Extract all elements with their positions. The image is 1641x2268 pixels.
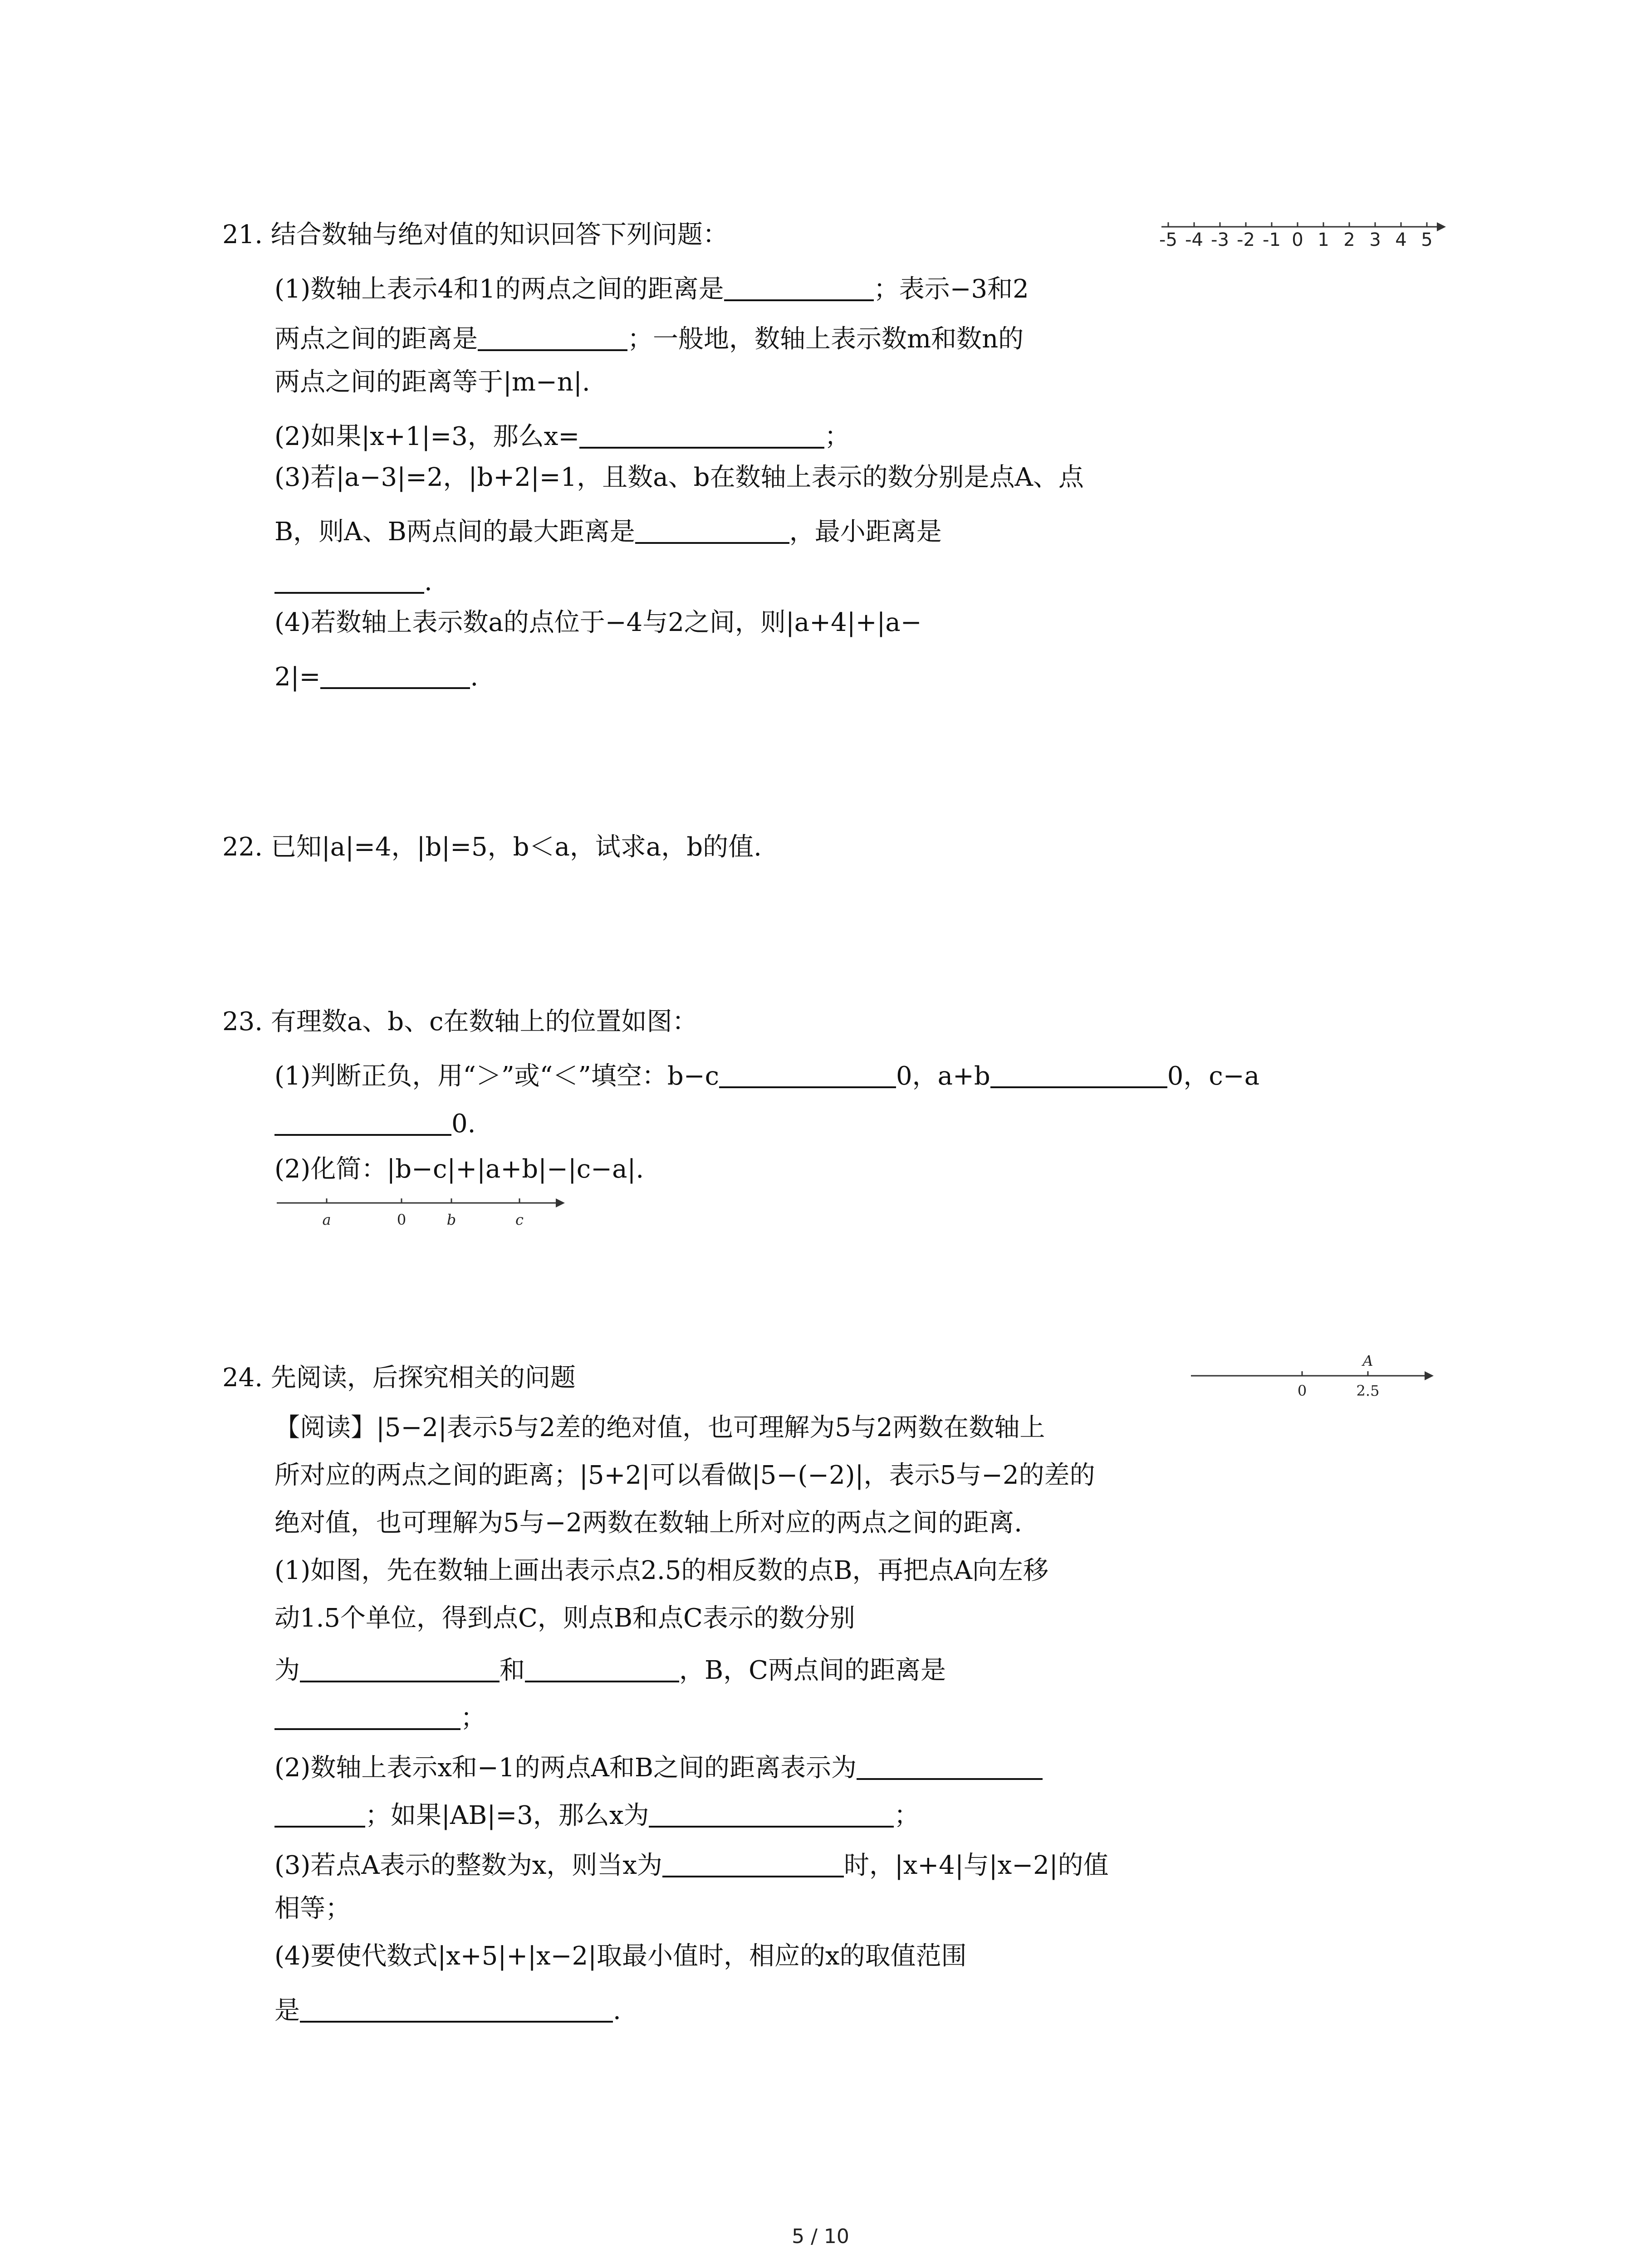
q24-p2a: (2)数轴上表示x和−1的两点A和B之间的距离表示为 xyxy=(274,1753,857,1783)
q24-p1b: 动1.5个单位，得到点C，则点B和点C表示的数分别 xyxy=(274,1603,855,1633)
q21-p4b: 2|= xyxy=(274,662,321,692)
q21-p4a: (4)若数轴上表示数a的点位于−4与2之间，则|a+4|+|a− xyxy=(274,608,922,637)
answer-blank-q24-2-x[interactable] xyxy=(649,1799,894,1828)
tick-label: 4 xyxy=(1395,230,1407,249)
tick-label: 5 xyxy=(1421,230,1433,249)
tick-label: -5 xyxy=(1159,230,1177,249)
q22-title: 22. 已知|a|=4，|b|=5，b＜a，试求a，b的值. xyxy=(222,832,762,862)
answer-blank-q23-2[interactable] xyxy=(990,1059,1167,1088)
answer-blank-q23-1[interactable] xyxy=(719,1059,896,1088)
tick-label: -1 xyxy=(1263,230,1281,249)
q21-p2a: (2)如果|x+1|=3，那么x= xyxy=(274,422,580,451)
q24-p3c: 相等； xyxy=(274,1894,351,1923)
label-a: a xyxy=(322,1211,331,1228)
q21-p4c: . xyxy=(470,662,479,692)
q24-read-3: 绝对值，也可理解为5与−2两数在数轴上所对应的两点之间的距离. xyxy=(274,1508,1022,1538)
q24-p4b: 是 xyxy=(274,1996,300,2025)
q24-p4c: . xyxy=(613,1996,621,2025)
q21-title: 21. 结合数轴与绝对值的知识回答下列问题： xyxy=(222,220,728,249)
answer-blank-q24-1-dist[interactable] xyxy=(274,1701,460,1730)
tick-label: -3 xyxy=(1211,230,1229,249)
q23-title: 23. 有理数a、b、c在数轴上的位置如图： xyxy=(222,1007,698,1036)
q24-p3a: (3)若点A表示的整数为x，则当x为 xyxy=(274,1851,662,1880)
q24-number-line xyxy=(1189,1349,1443,1408)
q21-p3a: (3)若|a−3|=2，|b+2|=1，且数a、b在数轴上表示的数分别是点A、点 xyxy=(274,463,1084,492)
label-b: b xyxy=(446,1211,456,1228)
q21-p1d: ；一般地，数轴上表示数m和数n的 xyxy=(627,324,1024,354)
q23-p1d: 0. xyxy=(451,1109,476,1139)
q23-p1b: 0，a+b xyxy=(896,1061,990,1091)
label-0: 0 xyxy=(397,1211,407,1228)
tick-label: 1 xyxy=(1318,230,1329,249)
answer-blank-q21-3-max[interactable] xyxy=(635,515,789,544)
q21-p3b: B，则A、B两点间的最大距离是 xyxy=(274,517,635,547)
q21-p1c: 两点之间的距离是 xyxy=(274,324,478,354)
axis-arrow xyxy=(1425,1371,1434,1380)
q21-p3c: ，最小距离是 xyxy=(789,517,942,547)
label-c: c xyxy=(515,1211,524,1228)
axis-arrow xyxy=(556,1198,565,1207)
q24-read-1: 【阅读】|5−2|表示5与2差的绝对值，也可理解为5与2两数在数轴上 xyxy=(274,1413,1045,1442)
answer-blank-q24-2-expr-cont[interactable] xyxy=(274,1799,365,1828)
q23-number-line xyxy=(274,1193,574,1234)
answer-blank-q21-3-min[interactable] xyxy=(274,565,424,594)
answer-blank-q24-3[interactable] xyxy=(662,1848,844,1877)
tick-label: 3 xyxy=(1369,230,1381,249)
q24-p1a: (1)如图，先在数轴上画出表示点2.5的相反数的点B，再把点A向左移 xyxy=(274,1556,1048,1585)
answer-blank-q23-3[interactable] xyxy=(274,1107,451,1136)
q21-p3d: . xyxy=(424,567,432,596)
tick-label: -4 xyxy=(1185,230,1203,249)
q24-p2b: ；如果|AB|=3，那么x为 xyxy=(365,1801,649,1830)
answer-blank-q21-2[interactable] xyxy=(579,420,824,449)
answer-blank-q24-1-b[interactable] xyxy=(300,1653,500,1682)
q24-p1e: ，B，C两点间的距离是 xyxy=(679,1656,946,1685)
q24-p4a: (4)要使代数式|x+5|+|x−2|取最小值时，相应的x的取值范围 xyxy=(274,1941,967,1971)
q23-p2: (2)化简：|b−c|+|a+b|−|c−a|. xyxy=(274,1154,644,1184)
q23-p1c: 0，c−a xyxy=(1167,1061,1260,1091)
tick-label: 2 xyxy=(1343,230,1355,249)
q21-p1a: (1)数轴上表示4和1的两点之间的距离是 xyxy=(274,274,724,304)
q24-p1d: 和 xyxy=(500,1656,525,1685)
q21-p1b: ；表示−3和2 xyxy=(873,274,1029,304)
answer-blank-q21-1-2[interactable] xyxy=(478,322,627,351)
label-A: A xyxy=(1362,1352,1373,1369)
answer-blank-q21-4[interactable] xyxy=(320,660,470,689)
q24-p2c: ； xyxy=(894,1801,920,1830)
tick-label: 0 xyxy=(1292,230,1303,249)
answer-blank-q21-1-1[interactable] xyxy=(724,272,874,301)
answer-blank-q24-2-expr[interactable] xyxy=(857,1751,1043,1780)
tick-label: -2 xyxy=(1237,230,1255,249)
label-0: 0 xyxy=(1297,1382,1307,1399)
q24-title: 24. 先阅读，后探究相关的问题 xyxy=(222,1363,576,1393)
q21-p1e: 两点之间的距离等于|m−n|. xyxy=(274,367,590,397)
answer-blank-q24-4[interactable] xyxy=(300,1994,613,2023)
axis-arrow xyxy=(1437,222,1446,231)
q23-p1a: (1)判断正负，用“＞”或“＜”填空：b−c xyxy=(274,1061,719,1091)
q24-p1f: ； xyxy=(460,1703,486,1733)
q21-p2b: ； xyxy=(824,422,850,451)
answer-blank-q24-1-c[interactable] xyxy=(525,1653,679,1682)
page-number: 5 / 10 xyxy=(792,2225,849,2248)
q24-p3b: 时，|x+4|与|x−2|的值 xyxy=(843,1851,1109,1880)
q24-read-2: 所对应的两点之间的距离；|5+2|可以看做|5−(−2)|，表示5与−2的差的 xyxy=(274,1461,1095,1490)
q24-p1c: 为 xyxy=(274,1656,300,1685)
q21-number-line xyxy=(1159,213,1450,249)
label-2-5: 2.5 xyxy=(1356,1382,1380,1399)
